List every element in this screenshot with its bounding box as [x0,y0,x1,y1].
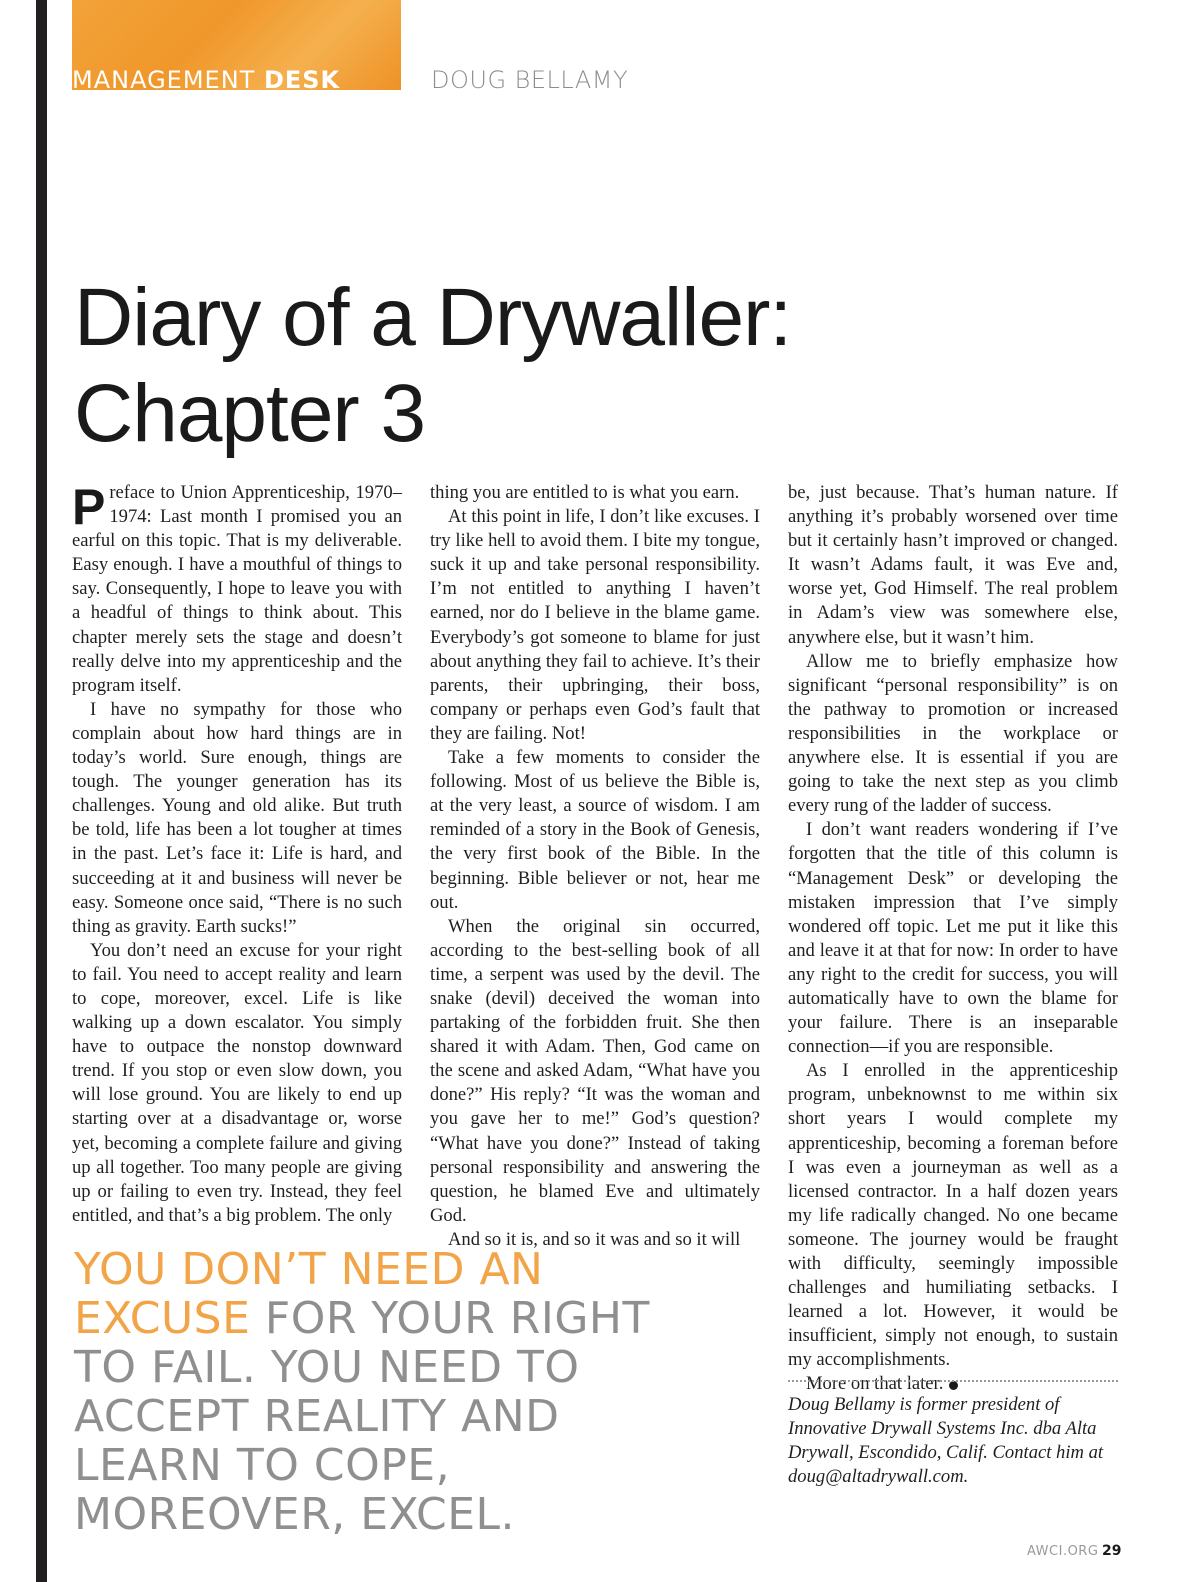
article-column-1 [72,481,402,1228]
article-title-line1: Diary of a Drywaller: [74,272,792,363]
footer-site: AWCI.ORG [1027,1544,1099,1559]
paragraph-continued: be, just because. That’s human nature. If anything it’s probably worsened over time but it certainly hasn’t improved or changed. It wasn’t Adams fault, it was Eve and, worse yet, God Himself. The real problem in Adam’s view was somewhere else, anywhere else, but it wasn’t him. [788,482,1118,648]
page-number: 29 [1102,1543,1122,1559]
section-header-block [72,0,401,90]
author-bio: Doug Bellamy is former president of Innovative Drywall Systems Inc. dba Alta Drywall, Escondido, Calif. Contact him at doug@altadrywall.com. [788,1394,1104,1487]
page-spine-bar [36,0,47,1582]
end-mark-icon [949,1381,958,1390]
paragraph-continued: thing you are entitled to is what you earn. [430,482,740,503]
article-title-line2: Chapter 3 [74,368,426,459]
drop-cap: P [72,479,106,535]
section-label [72,66,340,90]
paragraph: At this point in life, I don’t like excuses. I try like hell to avoid them. I bite my tongue, suck it up and take personal responsibility. I’m not entitled to anything I haven’t earned, nor do I believe in the blame game. Everybody’s got someone to blame for just about anything they fail to achieve. It’s their parents, their upbringing, their boss, company or perhaps even God’s fault that they are failing. Not! [430,506,760,744]
paragraph: I have no sympathy for those who complain about how hard things are in today’s world. Sure enough, things are tough. The younger generation has its challenges. Young and old alike. But truth be told, life has been a lot tougher at times in the past. Let’s face it: Life is hard, and succeeding at it and business will never be easy. Someone once said, “There is no such thing as gravity. Earth sucks!” [72,698,402,937]
paragraph: When the original sin occurred, according to the best-selling book of all time, a serpent was used by the devil. The snake (devil) deceived the woman into partaking of the forbidden fruit. She then shared it with Adam. Then, God came on the scene and asked Adam, “What have you done?” His reply? “It was the woman and you gave her to me!” God’s question? “What have you done?” Instead of taking personal responsibility and answering the question, he blamed Eve and ultimately God. [430,915,760,1226]
pull-quote [74,1245,694,1539]
pull-quote-rest: FOR YOUR RIGHT TO FAIL. YOU NEED TO ACCEPT REALITY AND LEARN TO COPE, MOREOVER, EXCEL. [74,1293,650,1540]
paragraph: As I enrolled in the apprenticeship program, unbeknownst to me within six short years I would complete my apprenticeship, becoming a foreman before I was even a journeyman as well as a licensed contractor. In a half dozen years my life radically changed. No one became someone. The journey would be fraught with difficulty, seemingly impossible challenges and humiliating setbacks. I learned a lot. However, it would be insufficient, simply not enough, to sustain my accomplishments. [788,1060,1118,1371]
paragraph: Allow me to briefly emphasize how significant “personal responsibility” is on the pathway to promotion or increased responsibilities in the workplace or anywhere else. It is essential if you are going to take the next step as you climb every rung of the ladder of success. [788,650,1118,817]
paragraph: I don’t want readers wondering if I’ve forgotten that the title of this column is “Management Desk” or developing the mistaken impression that I’ve simply wondered off topic. Let me put it like this and leave it at that for now: In order to have any right to the credit for success, you will automatically have to own the blame for your failure. There is an inseparable connection—if you are responsible. [788,819,1118,1058]
article-column-2 [430,481,760,1252]
closing-text: More on that later. [806,1373,944,1395]
author-byline: DOUG BELLAMY [431,66,629,94]
pull-quote-accent: YOU DON’T NEED AN EXCUSE [74,1244,544,1344]
article-title [74,270,974,462]
bio-divider [788,1380,1118,1382]
article-column-3 [788,481,1118,1397]
paragraph: Take a few moments to consider the following. Most of us believe the Bible is, at the very least, a source of wisdom. I am reminded of a story in the Book of Genesis, the very first book of the Bible. In the beginning. Bible believer or not, hear me out. [430,747,760,913]
paragraph-intro-text: reface to Union Apprenticeship, 1970–1974: Last month I promised you an earful on this topic. That is my deliverable. Easy enough. I have a mouthful of things to say. Consequently, I hope to leave you with a headful of things to think about. This chapter merely sets the stage and doesn’t really delve into my apprenticeship and the program itself. [72,482,402,696]
section-label-light: MANAGEMENT [72,66,264,90]
paragraph-intro [72,481,402,698]
paragraph: And so it is, and so it was and so it will [448,1228,741,1250]
paragraph: You don’t need an excuse for your right to fail. You need to accept reality and learn to cope, moreover, excel. Life is like walking up a down escalator. You simply have to outpace the nonstop downward trend. If you stop or even slow down, you will lose ground. You are likely to end up starting over at a disadvantage or, worse yet, becoming a complete failure and giving up all together. Too many people are giving up or failing to even try. Instead, they feel entitled, and that’s a big problem. The only [72,939,402,1226]
section-label-bold: DESK [263,66,341,90]
